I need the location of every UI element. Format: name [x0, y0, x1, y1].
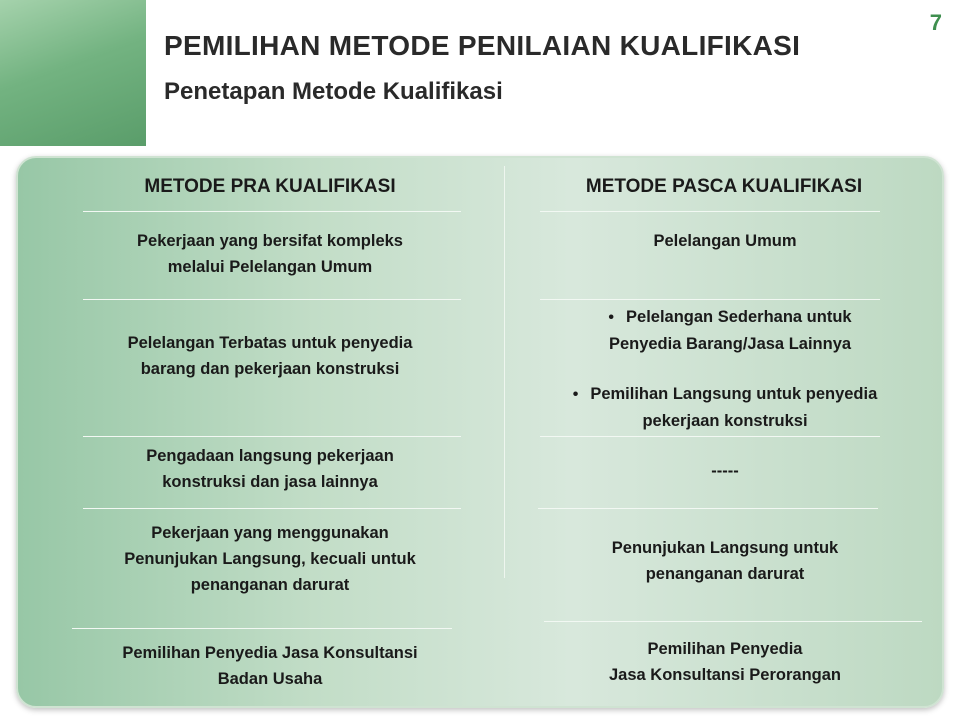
column-divider [504, 166, 505, 578]
row-separator [540, 299, 880, 300]
row-separator [83, 508, 461, 509]
row-separator [540, 211, 880, 212]
text-line [540, 304, 920, 331]
row-separator [83, 211, 461, 212]
text-line: penanganan darurat [190, 576, 350, 594]
row-separator [544, 621, 922, 622]
slide-number: 7 [929, 10, 942, 35]
left-row-1 [60, 228, 480, 280]
left-row-2 [60, 330, 480, 382]
text-line: Badan Usaha [217, 670, 323, 688]
text-line: pekerjaan konstruksi [642, 412, 808, 430]
right-bullet-item-2 [520, 381, 930, 434]
bullet-icon: • [608, 309, 615, 326]
text-line: konstruksi dan jasa lainnya [162, 473, 378, 491]
slide-title: PEMILIHAN METODE PENILAIAN KUALIFIKASI [164, 30, 801, 61]
right-row-4 [520, 535, 930, 587]
text-line: Pelelangan Umum [653, 232, 797, 250]
bullet-icon: • [572, 386, 579, 403]
row-separator [538, 508, 878, 509]
right-row-5 [520, 636, 930, 688]
slide-subtitle: Penetapan Metode Kualifikasi [164, 78, 503, 105]
text-line: barang dan pekerjaan konstruksi [140, 360, 400, 378]
text-line: penanganan darurat [645, 565, 805, 583]
bullet-text: Pelelangan Sederhana untuk [626, 308, 852, 326]
row-separator [83, 299, 461, 300]
left-row-4 [60, 520, 480, 598]
text-line: Penunjukan Langsung untuk [611, 539, 839, 557]
text-line: Pemilihan Penyedia [647, 640, 803, 658]
right-column-heading: METODE PASCA KUALIFIKASI [585, 176, 863, 197]
left-row-5 [60, 640, 480, 692]
text-line: ----- [711, 462, 739, 480]
text-line: Pengadaan langsung pekerjaan [146, 447, 394, 465]
text-line: Pekerjaan yang bersifat kompleks [137, 232, 403, 250]
text-line: melalui Pelelangan Umum [167, 258, 373, 276]
text-line: Pekerjaan yang menggunakan [151, 524, 389, 542]
corner-accent-block [0, 0, 146, 146]
left-column-heading: METODE PRA KUALIFIKASI [144, 176, 396, 197]
row-separator [83, 436, 461, 437]
text-line: Penunjukan Langsung, kecuali untuk [124, 550, 416, 568]
text-line [520, 381, 930, 408]
right-bullet-item-1 [540, 304, 920, 357]
bullet-text: Pemilihan Langsung untuk penyedia [590, 385, 878, 403]
row-separator [540, 436, 880, 437]
text-line: Pelelangan Terbatas untuk penyedia [127, 334, 413, 352]
text-line: Pemilihan Penyedia Jasa Konsultansi [122, 644, 418, 662]
right-row-1 [520, 228, 930, 254]
left-row-3 [60, 443, 480, 495]
text-line: Jasa Konsultansi Perorangan [609, 666, 841, 684]
text-line: Penyedia Barang/Jasa Lainnya [608, 335, 852, 353]
row-separator [72, 628, 452, 629]
right-row-3 [520, 458, 930, 484]
